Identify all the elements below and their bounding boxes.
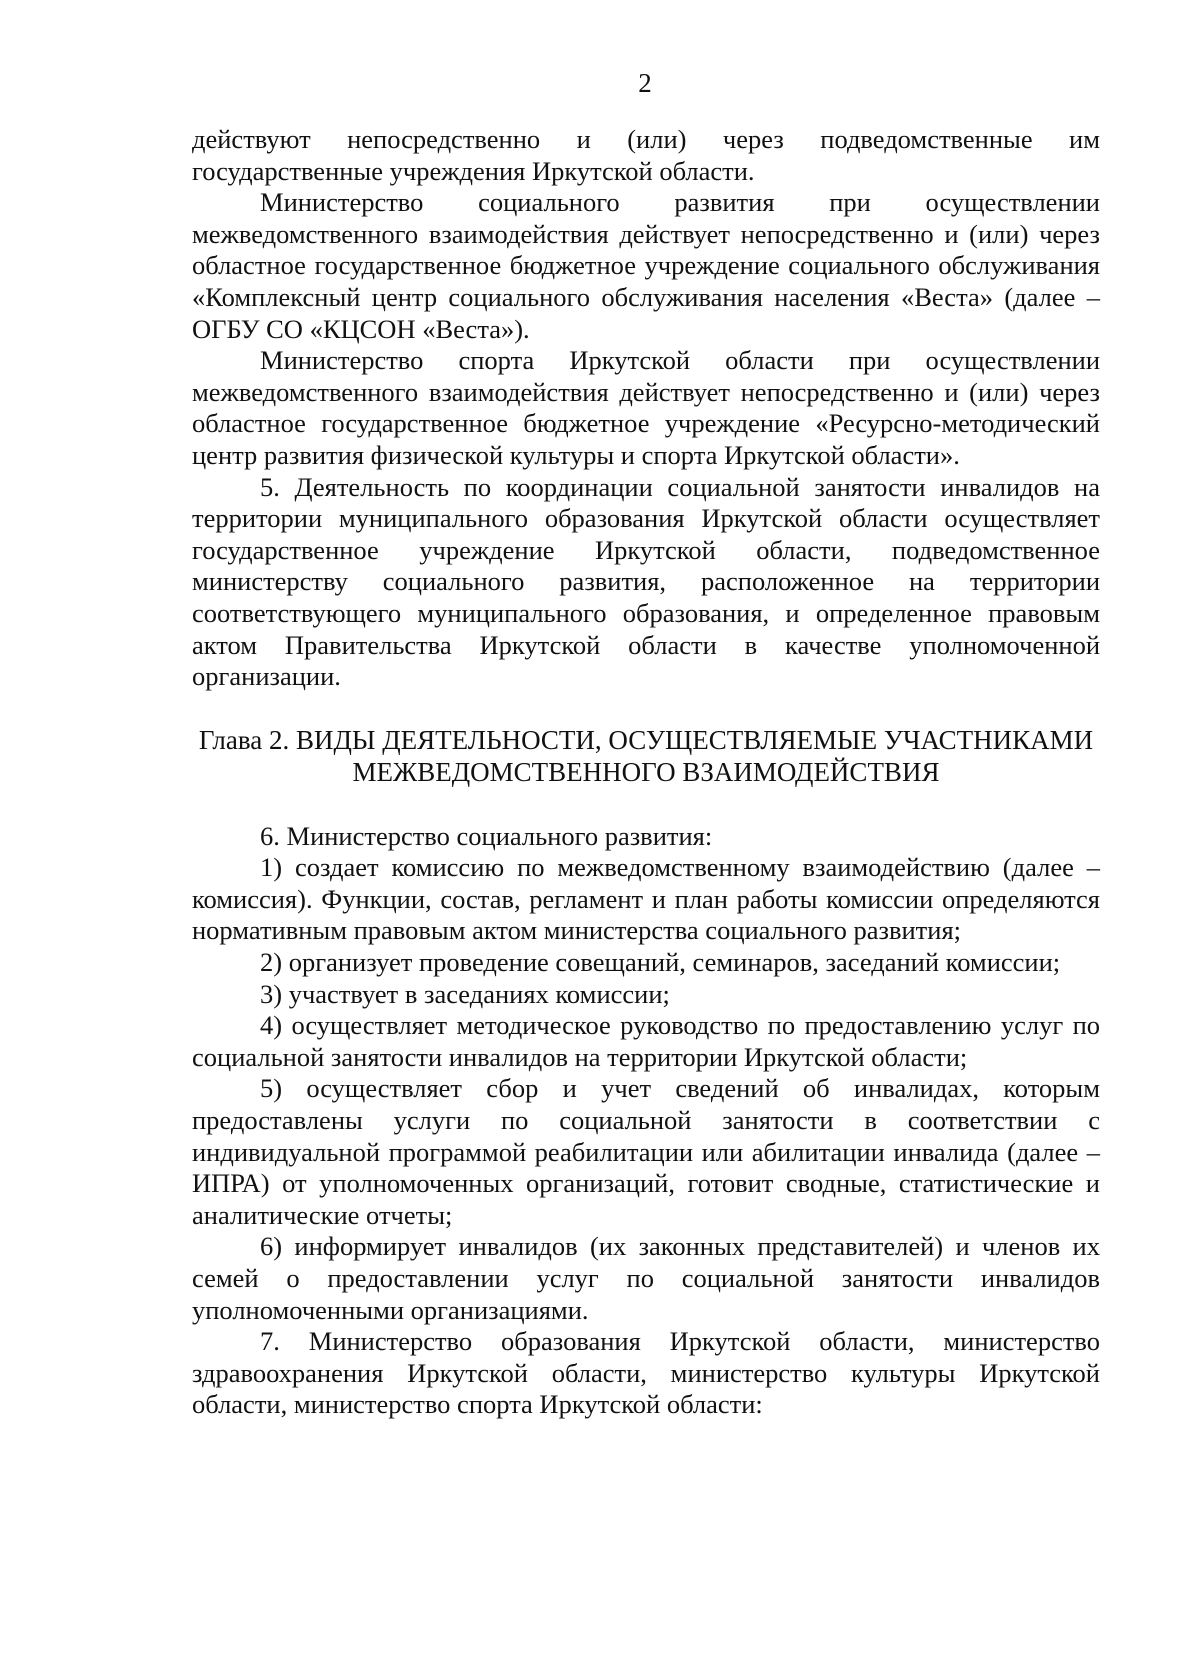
paragraph-ministry-sport: Министерство спорта Иркутской области при осуществлении межведомственного взаимодействия действует непосредственно и (или) через областное государственное бюджетное учреждение «Ресурсно-методический центр развития физической культуры и спорта Иркутской области». bbox=[192, 345, 1100, 470]
chapter-heading bbox=[192, 724, 1100, 788]
paragraph-ministry-social-development: Министерство социального развития при осуществлении межведомственного взаимодействия действует непосредственно и (или) через областное государственное бюджетное учреждение социального обслуживания «Комплексный центр социального обслуживания населения «Веста» (далее – ОГБУ СО «КЦСОН «Веста»). bbox=[192, 187, 1100, 344]
paragraph-item-6-4: 4) осуществляет методическое руководство по предоставлению услуг по социальной занятости инвалидов на территории Иркутской области; bbox=[192, 1010, 1100, 1072]
paragraph-item-7: 7. Министерство образования Иркутской области, министерство здравоохранения Иркутской области, министерство культуры Иркутской области, министерство спорта Иркутской области: bbox=[192, 1326, 1100, 1420]
paragraph-item-6-2: 2) организует проведение совещаний, семинаров, заседаний комиссии; bbox=[260, 947, 1061, 978]
paragraph-item-5: 5. Деятельность по координации социальной занятости инвалидов на территории муниципального образования Иркутской области осуществляет государственное учреждение Иркутской области, подведомственное министерству социального развития, расположенное на территории соответствующего муниципального образования, и определенное правовым актом Правительства Иркутской области в качестве уполномоченной организации. bbox=[192, 471, 1100, 692]
paragraph-continuation: действуют непосредственно и (или) через подведомственные им государственные учреждения Иркутской области. bbox=[192, 124, 1100, 186]
page-number: 2 bbox=[638, 68, 652, 98]
paragraph-item-6: 6. Министерство социального развития: bbox=[260, 820, 713, 851]
paragraph-item-6-3: 3) участвует в заседаниях комиссии; bbox=[260, 978, 670, 1009]
chapter-heading-line-1: Глава 2. ВИДЫ ДЕЯТЕЛЬНОСТИ, ОСУЩЕСТВЛЯЕМЫЕ УЧАСТНИКАМИ bbox=[198, 724, 1094, 755]
paragraph-item-6-6: 6) информирует инвалидов (их законных представителей) и членов их семей о предоставлении услуг по социальной занятости инвалидов уполномоченными организациями. bbox=[192, 1231, 1100, 1325]
chapter-heading-line-2: МЕЖВЕДОМСТВЕННОГО ВЗАИМОДЕЙСТВИЯ bbox=[352, 756, 940, 787]
document-body bbox=[192, 124, 1100, 1421]
paragraph-item-6-1: 1) создает комиссию по межведомственному взаимодействию (далее – комиссия). Функции, состав, регламент и план работы комиссии определяются нормативным правовым актом министерства социального развития; bbox=[192, 852, 1100, 946]
paragraph-item-6-5: 5) осуществляет сбор и учет сведений об инвалидах, которым предоставлены услуги по социальной занятости в соответствии с индивидуальной программой реабилитации или абилитации инвалида (далее – ИПРА) от уполномоченных организаций, готовит сводные, статистические и аналитические отчеты; bbox=[192, 1073, 1100, 1230]
